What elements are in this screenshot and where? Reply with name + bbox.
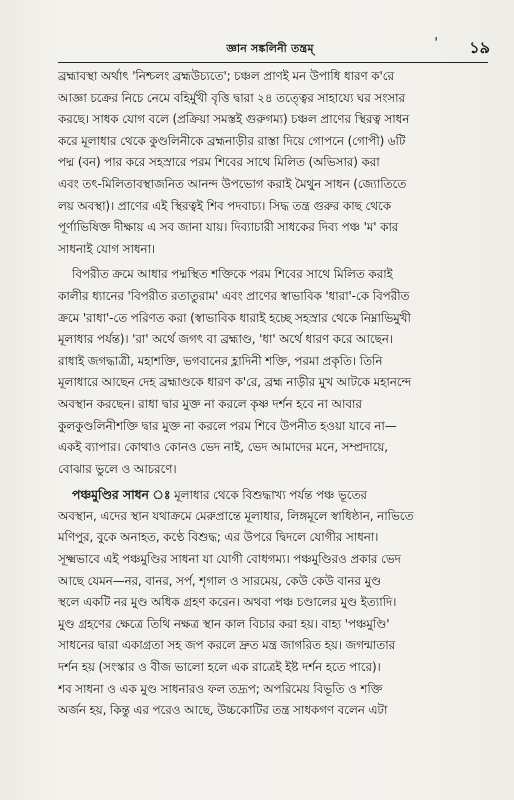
text-line: রাধাই জগদ্ধাত্রী, মহাশক্তি, ভগবানের হ্লাদিনী শক্তি, পরমা প্রকৃতি। তিনি	[58, 353, 383, 368]
text-line: সাধনাই যোগ সাধনা।	[58, 241, 156, 256]
text-line: মণিপুর, বুকে অনাহত, কণ্ঠে বিশুদ্ধ; এর উপরে দ্বিদলে যোগীর সাধনা।	[58, 530, 379, 545]
text-line: করে মূলাধার থেকে কুণ্ডলিনীকে ব্রহ্মনাড়ীর রাস্তা দিয়ে গোপনে (গোপী) ৬টি	[58, 133, 406, 148]
text-line: মূলাধারে আছেন দেহ ব্রহ্মাণ্ডকে ধারণ ক'রে, ব্রহ্ম নাড়ীর মুখ আটকে মহানন্দে	[58, 375, 412, 390]
section-heading: পঞ্চমুণ্ডির সাধন ঃ	[72, 487, 171, 503]
text-line: বিপরীত ক্রমে আধার পদ্মস্থিত শক্তিকে পরম শিবের সাথে মিলিত করাই	[72, 267, 393, 282]
text-line: দর্শন হয় (সংস্কার ও বীজ ভালো হলে এক রাত্রেই ইষ্ট দর্শন হতে পারে)।	[58, 660, 381, 675]
running-header	[50, 30, 490, 58]
text-line: আছে যেমন—নর, বানর, সর্প, শৃগাল ও সারমেয়, কেউ কেউ বানর মুণ্ড	[58, 573, 382, 588]
text-line	[58, 484, 490, 506]
text-line-rest: মূলাধার থেকে বিশুদ্ধাখ্য পর্যন্ত পঞ্চ ভূতের	[170, 488, 367, 503]
text-line: অর্জন হয়, কিন্তু এর পরেও আছে, উচ্চকোটির তন্ত্র সাধকগণ বলেন এটা	[58, 703, 388, 718]
text-line: মূলাধার পর্যন্ত)। 'রা' অর্থে জগৎ বা ব্রহ্মাণ্ড, 'ধা' অর্থে ধারণ করে আছেন।	[58, 332, 393, 347]
text-line: অবস্থান করছেন। রাধা দ্বার মুক্ত না করলে কৃষ্ণ দর্শন হবে না আবার	[58, 396, 362, 411]
text-line: ক্রমে 'রাধা'-তে পরিণত করা (স্বাভাবিক ধারাই হচ্ছে সহস্রার থেকে নিম্নাভিমুখী	[58, 310, 411, 325]
text-line: করছে। সাধক যোগ বলে (প্রক্রিয়া সমস্তই গুরুগম্য) চঞ্চল প্রাণের স্থিরত্ব সাধন	[58, 112, 410, 127]
text-line: এবং তৎ-মিলিতাবস্থাজনিত আনন্দ উপভোগ করাই মৈথুন সাধন (জ্যোতিতে	[58, 176, 407, 191]
text-line: বোঝার ভুলে ও আচরণে।	[58, 461, 177, 476]
text-line: পদ্ম (বন) পার করে সহস্রারে পরম শিবের সাথে মিলিত (অভিসার) করা	[58, 155, 380, 170]
text-line: আজ্ঞা চক্রের নিচে নেমে বহির্মুখী বৃত্তি দ্বারা ২৪ তত্ত্বের সাহায্যে ঘর সংসার	[58, 90, 405, 105]
text-line: কালীর ধ্যানের 'বিপরীত রতাতুরাম' এবং প্রাণের স্বাভাবিক 'ধারা'-কে বিপরীত	[58, 288, 410, 303]
header-mark: '	[434, 36, 438, 51]
text-line: একই ব্যাপার। কোথাও কোনও ভেদ নাই, ভেদ আমাদের মনে, সম্প্রদায়ে,	[58, 440, 388, 455]
text-line: সাধনের দ্বারা একাগ্রতা সহ জপ করলে দ্রুত মন্ত্র জাগরিত হয়। জগন্মাতার	[58, 638, 396, 653]
paragraph-2	[58, 264, 490, 480]
text-line: মুণ্ড গ্রহণের ক্ষেত্রে তিথি নক্ষত্র স্থান কাল বিচার করা হয়। বাহ্য 'পঞ্চমুণ্ডি'	[58, 616, 390, 631]
page-number: ১৯	[469, 38, 490, 57]
paragraph-3	[58, 484, 490, 722]
text-line: পূর্ণাভিষিক্ত দীক্ষায় এ সব জানা যায়। দিব্যাচারী সাধকের দিব্য পঞ্চ 'ম' কার	[58, 220, 399, 235]
text-line: লয় অবস্থা)। প্রাণের এই স্থিরত্বই শিব পদবাচ্য। সিদ্ধ তন্ত্র গুরুর কাছ থেকে	[58, 198, 391, 213]
text-line: ব্রহ্মাবস্থা অর্থাৎ 'নিশ্চলং ব্রহ্মউচ্যতে'; চঞ্চল প্রাণই মন উপাধি ধারণ ক'রে	[58, 69, 394, 83]
header-title: জ্ঞান সঙ্কলিনী তন্ত্রম্	[226, 42, 314, 55]
text-line: অবস্থান, এদের স্থান যথাক্রমে মেরুপ্রান্তে মূলাধার, লিঙ্গমূলে স্বাধিষ্ঠান, নাভিতে	[58, 508, 414, 523]
text-line: স্থলে একটি নর মুণ্ড অধিক গ্রহণ করেন। অথবা পঞ্চ চণ্ডালের মুণ্ড ইত্যাদি।	[58, 595, 397, 610]
text-line: সূক্ষ্মভাবে এই পঞ্চমুণ্ডির সাধনা যা যোগী বোধগম্য। পঞ্চমুণ্ডিরও প্রকার ভেদ	[58, 552, 401, 567]
header-rule	[58, 62, 488, 63]
body-text	[58, 66, 490, 722]
paragraph-1	[58, 66, 490, 260]
text-line: শব সাধনা ও এক মুণ্ড সাধনারও ফল তদ্রূপ; অপরিমেয় বিভূতি ও শক্তি	[58, 681, 383, 696]
text-line: কুলকুণ্ডলিনীশক্তি দ্বার মুক্ত না করলে পরম শিবে উপনীত হওয়া যাবে না—	[58, 418, 397, 433]
